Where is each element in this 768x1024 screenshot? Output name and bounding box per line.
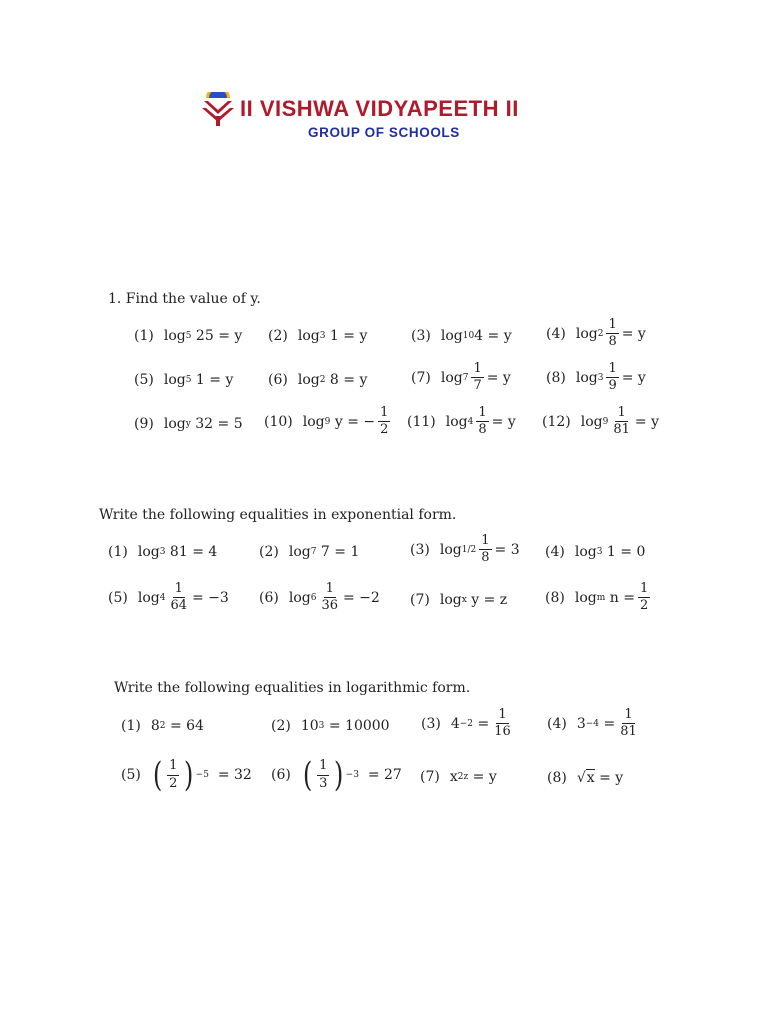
s1-item-5: (5) log 5 1 = y [134, 372, 234, 388]
s1-item-7: (7) log 7 $\frac{1}{7}$ = y [411, 361, 511, 394]
s1-item-6: (6) log 2 8 = y [268, 372, 368, 388]
s3-item-4: (4) 3 −4 = $\frac{1}{81}$ [547, 707, 637, 740]
s2-item-1: (1) log 3 81 = 4 [108, 544, 218, 560]
s3-item-1: (1) 8 2 = 64 [121, 718, 204, 734]
s1-item-8: (8) log 3 $\frac{1}{9}$ = y [546, 361, 646, 394]
school-emblem-icon [198, 92, 238, 128]
section3-heading: Write the following equalities in logarithmic form. [114, 680, 471, 696]
s3-item-5: (5) ( $\frac{1}{2}$ ) −5 = 32 [121, 755, 252, 795]
sqrt-icon: √ [576, 769, 586, 786]
s3-item-6: (6) ( $\frac{1}{3}$ ) −3 = 27 [271, 755, 402, 795]
s1-item-12: (12) log 9 $\frac{1}{81}$ = y [542, 405, 659, 438]
s1-item-9: (9) log y 32 = 5 [134, 416, 243, 432]
s1-item-1: (1) log 5 25 = y [134, 328, 243, 344]
s2-item-6: (6) log 6 $\frac{1}{36}$ = −2 [259, 581, 380, 614]
s1-item-4: (4) log 2 $\frac{1}{8}$ = y [546, 317, 646, 350]
s3-item-7: (7) x 2z = y [420, 769, 497, 785]
s2-item-5: (5) log 4 $\frac{1}{64}$ = −3 [108, 581, 229, 614]
s2-item-3: (3) log 1/2 $\frac{1}{8}$ = 3 [410, 533, 520, 566]
s1-item-3: (3) log 10 4 = y [411, 328, 512, 344]
school-logo [198, 92, 578, 144]
s3-item-3: (3) 4 −2 = $\frac{1}{16}$ [421, 707, 511, 740]
school-tagline: GROUP OF SCHOOLS [308, 125, 460, 140]
s3-item-2: (2) 10 3 = 10000 [271, 718, 390, 734]
section2-heading: Write the following equalities in exponential form. [99, 507, 457, 523]
s1-item-2: (2) log 3 1 = y [268, 328, 368, 344]
s3-item-8: (8) √ x = y [547, 769, 624, 786]
s2-item-2: (2) log 7 7 = 1 [259, 544, 360, 560]
section1-heading: 1. Find the value of y. [108, 291, 261, 307]
school-name: II VISHWA VIDYAPEETH II [240, 96, 519, 121]
s2-item-8: (8) log m n = $\frac{1}{2}$ [545, 581, 649, 614]
s2-item-4: (4) log 3 1 = 0 [545, 544, 646, 560]
s1-item-11: (11) log 4 $\frac{1}{8}$ = y [407, 405, 516, 438]
s1-item-10: (10) log 9 y = − $\frac{1}{2}$ [264, 405, 389, 438]
s2-item-7: (7) log x y = z [410, 592, 508, 608]
